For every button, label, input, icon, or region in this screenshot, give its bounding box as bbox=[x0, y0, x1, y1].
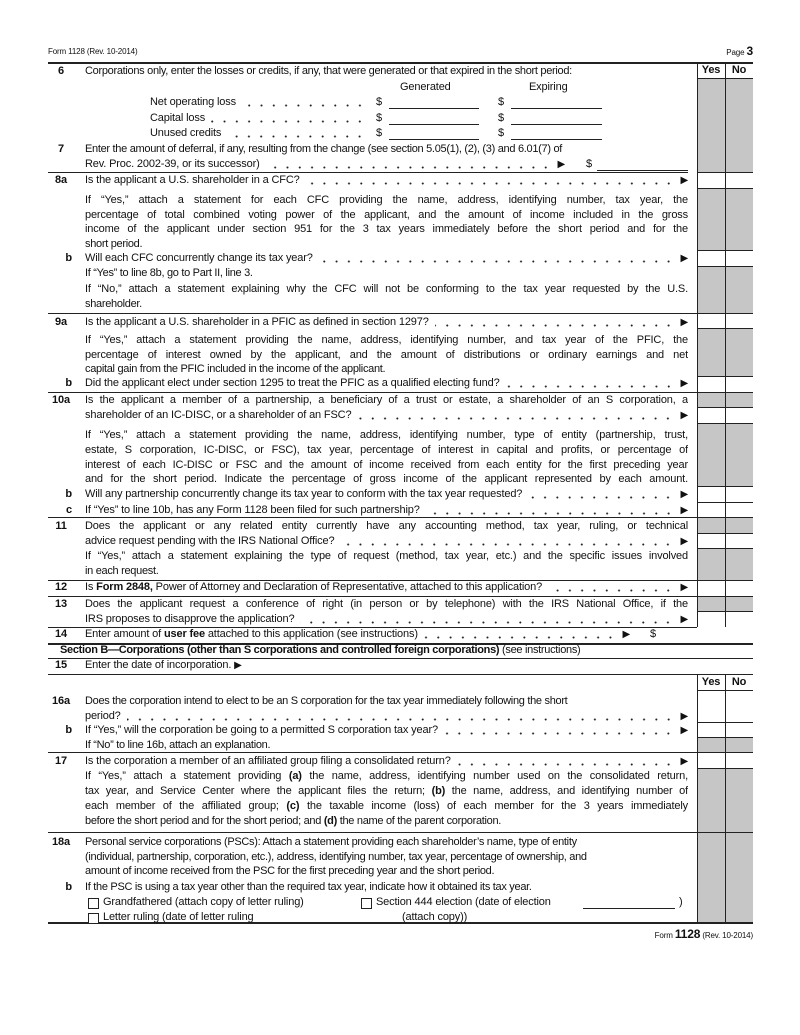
line-text: income of the applicant under section 951 for the 3 tax years immediately before the short period and for the bbox=[85, 223, 688, 235]
question-line bbox=[85, 754, 688, 769]
answer-yes-cell[interactable] bbox=[697, 533, 725, 548]
question-line bbox=[85, 315, 688, 330]
line-number: 17 bbox=[55, 755, 67, 767]
dot-leader bbox=[357, 412, 674, 420]
line-text: If “Yes,” attach a statement explaining the type of request (method, tax year, etc.) and the specific issues involved bbox=[85, 550, 688, 562]
divider bbox=[48, 832, 697, 833]
row-label: Capital loss bbox=[150, 111, 206, 124]
arrow-icon: ▶ bbox=[680, 614, 688, 625]
arrow-icon: ▶ bbox=[680, 505, 688, 516]
question-line bbox=[85, 251, 688, 266]
line-text: percentage of interest owned by the applicant, and the amount of distributions or ordinary earnings and net bbox=[85, 349, 688, 361]
line-number: 18a bbox=[52, 836, 70, 848]
shaded-cell bbox=[697, 328, 725, 376]
answer-yes-cell[interactable] bbox=[697, 611, 725, 627]
line-text: in each request. bbox=[85, 565, 159, 577]
page-number-value: 3 bbox=[746, 44, 753, 58]
shaded-cell bbox=[725, 548, 753, 580]
line-text: If “No,” attach a statement explaining why the CFC will not be conforming to the tax year requested by the U.S. bbox=[85, 283, 688, 295]
divider bbox=[48, 674, 753, 675]
close-paren: ) bbox=[679, 896, 683, 908]
grandfathered-checkbox[interactable] bbox=[88, 898, 99, 909]
arrow-icon: ▶ bbox=[680, 410, 688, 421]
line-text: Did the applicant elect under section 1295 to treat the PFIC as a qualified electing fund? bbox=[85, 377, 500, 389]
answer-no-cell[interactable] bbox=[725, 722, 753, 737]
text-line bbox=[85, 443, 688, 458]
answer-no-cell[interactable] bbox=[725, 533, 753, 548]
shaded-cell bbox=[725, 188, 753, 250]
dollar-sign: $ bbox=[376, 96, 382, 108]
line-text: If “Yes,” attach a statement providing the name, address, identifying number, and tax year of the PFIC, the bbox=[85, 334, 688, 346]
arrow-icon: ▶ bbox=[680, 725, 688, 736]
answer-no-cell[interactable] bbox=[725, 172, 753, 188]
answer-no-cell[interactable] bbox=[725, 250, 753, 266]
arrow-icon: ▶ bbox=[680, 711, 688, 722]
shaded-cell bbox=[697, 188, 725, 250]
no-column-header: No bbox=[731, 64, 747, 76]
question-line bbox=[85, 503, 688, 518]
answer-no-cell[interactable] bbox=[725, 486, 753, 502]
shaded-cell bbox=[725, 78, 753, 172]
shaded-cell bbox=[697, 596, 725, 611]
footer-form-label: Form 1128 (Rev. 10-2014) bbox=[654, 927, 753, 941]
answer-yes-cell[interactable] bbox=[697, 580, 725, 596]
line-text: If “Yes,” attach a statement providing (a) the name, address, identifying number used on the consolidated return, bbox=[85, 770, 688, 782]
line-text: Corporations only, enter the losses or credits, if any, that were generated or that expired in the short period: bbox=[85, 65, 572, 77]
answer-no-cell[interactable] bbox=[725, 690, 753, 722]
dot-leader bbox=[457, 758, 675, 766]
question-line bbox=[85, 173, 688, 188]
question-line bbox=[85, 723, 688, 738]
expiring-header: Expiring bbox=[529, 81, 568, 93]
line-text: before the short period and for the short period; and (d) the name of the parent corporation. bbox=[85, 815, 502, 827]
line-7-continued bbox=[85, 157, 565, 172]
shaded-cell bbox=[725, 832, 753, 922]
dollar-sign: $ bbox=[376, 111, 382, 124]
answer-no-cell[interactable] bbox=[725, 752, 753, 768]
line-text: Enter the amount of deferral, if any, resulting from the change (see section 5.05(1), (2), (3) and 6.01(7) of bbox=[85, 143, 563, 155]
text-line bbox=[85, 835, 688, 850]
dot-leader bbox=[300, 616, 674, 624]
column-divider bbox=[725, 62, 726, 627]
line-text: If “Yes” to line 8b, go to Part II, line 3. bbox=[85, 267, 253, 279]
text-line bbox=[85, 237, 688, 252]
shaded-cell bbox=[725, 392, 753, 407]
text-line bbox=[85, 297, 688, 312]
line-text: Does the applicant or any related entity currently have any accounting method, tax year, ruling, or technical bbox=[85, 520, 688, 532]
arrow-icon: ▶ bbox=[234, 660, 242, 671]
line-text: interest of each IC-DISC or FSC and the amount of income received from each entity for the first preceding year bbox=[85, 459, 688, 471]
line-number: 15 bbox=[55, 659, 67, 671]
arrow-icon: ▶ bbox=[680, 536, 688, 547]
dot-leader bbox=[306, 177, 675, 185]
question-line bbox=[85, 580, 688, 595]
answer-no-cell[interactable] bbox=[725, 376, 753, 392]
dot-leader bbox=[227, 130, 366, 138]
text-line bbox=[85, 519, 688, 534]
line-text: advice request pending with the IRS National Office? bbox=[85, 535, 335, 547]
loss-row-label bbox=[150, 111, 372, 126]
arrow-icon: ▶ bbox=[622, 629, 630, 640]
text-line bbox=[85, 472, 688, 487]
text-line bbox=[85, 880, 688, 895]
shaded-cell bbox=[697, 548, 725, 580]
line-text: short period. bbox=[85, 238, 143, 250]
dot-leader bbox=[435, 319, 675, 327]
shaded-cell bbox=[725, 596, 753, 611]
line-text: (individual, partnership, corporation, etc.), address, identifying number, tax year, percentage of ownership, and bbox=[85, 851, 587, 863]
text-line bbox=[85, 348, 688, 363]
shaded-cell bbox=[725, 266, 753, 313]
shaded-cell bbox=[697, 78, 725, 172]
answer-yes-cell[interactable] bbox=[697, 502, 725, 517]
dot-leader bbox=[424, 631, 617, 639]
text-line bbox=[85, 597, 688, 612]
line-text: Is the applicant a U.S. shareholder in a PFIC as defined in section 1297? bbox=[85, 316, 429, 328]
row-label: Net operating loss bbox=[150, 96, 236, 108]
line-14-text: Enter amount of user fee attached to this application (see instructions) bbox=[85, 628, 418, 640]
dot-leader bbox=[127, 713, 675, 721]
answer-yes-cell[interactable] bbox=[697, 486, 725, 502]
text-line bbox=[85, 428, 688, 443]
generated-header: Generated bbox=[400, 81, 451, 93]
divider bbox=[48, 313, 697, 314]
arrow-icon: ▶ bbox=[680, 756, 688, 767]
section-444-date-field[interactable] bbox=[583, 896, 675, 909]
line-text: Will each CFC concurrently change its tax year? bbox=[85, 252, 313, 264]
column-divider bbox=[725, 674, 726, 922]
line-text: Will any partnership concurrently change its tax year to conform with the tax year requested? bbox=[85, 488, 523, 500]
dot-leader bbox=[319, 255, 675, 263]
section-444-checkbox[interactable] bbox=[361, 898, 372, 909]
line-text: amount of income received from the PSC for the first preceding year and the short period. bbox=[85, 865, 495, 877]
line-text: Is the corporation a member of an affiliated group filing a consolidated return? bbox=[85, 755, 451, 767]
text-line bbox=[85, 362, 688, 377]
line-number: b bbox=[65, 724, 72, 736]
answer-yes-cell[interactable] bbox=[697, 172, 725, 188]
text-line bbox=[85, 769, 688, 784]
line-number: 14 bbox=[55, 628, 67, 640]
form-revision-label: Form 1128 (Rev. 10-2014) bbox=[48, 47, 138, 56]
text-line bbox=[85, 393, 688, 408]
answer-no-cell[interactable] bbox=[725, 611, 753, 627]
text-line bbox=[85, 208, 688, 223]
answer-yes-cell[interactable] bbox=[697, 313, 725, 328]
line-number: 7 bbox=[58, 143, 64, 155]
text-line bbox=[85, 850, 688, 865]
grandfathered-label: Grandfathered (attach copy of letter ruling) bbox=[103, 896, 304, 908]
text-line bbox=[85, 333, 688, 348]
shaded-cell bbox=[697, 517, 725, 533]
divider bbox=[697, 690, 753, 691]
column-divider bbox=[697, 62, 698, 627]
line-text: capital gain from the PFIC included in the income of the applicant. bbox=[85, 363, 386, 375]
answer-no-cell[interactable] bbox=[725, 580, 753, 596]
shaded-cell bbox=[725, 328, 753, 376]
shaded-cell bbox=[725, 768, 753, 832]
text-line bbox=[85, 266, 688, 281]
arrow-icon: ▶ bbox=[680, 489, 688, 500]
page-label: Page bbox=[726, 48, 745, 57]
section-b-heading: Section B—Corporations (other than S corporations and controlled foreign corporations) (see instructions) bbox=[60, 644, 581, 656]
no-column-header-2: No bbox=[731, 676, 747, 688]
line-number: 12 bbox=[55, 581, 67, 593]
generated-amount-field[interactable] bbox=[389, 127, 479, 140]
shaded-cell bbox=[697, 392, 725, 407]
dollar-sign: $ bbox=[376, 127, 382, 139]
line-number: 16a bbox=[52, 695, 70, 707]
line-text: tax year, and Service Center where the applicant files the return; (b) the name, address, and identifying number of bbox=[85, 785, 688, 797]
line-15: Enter the date of incorporation. ▶ bbox=[85, 659, 242, 671]
line-text: shareholder. bbox=[85, 298, 142, 310]
column-divider bbox=[697, 674, 698, 922]
shaded-cell bbox=[697, 832, 725, 922]
answer-yes-cell[interactable] bbox=[697, 250, 725, 266]
line-number: 10a bbox=[52, 394, 70, 406]
question-line bbox=[85, 709, 688, 724]
line-7-text: Rev. Proc. 2002-39, or its successor) bbox=[85, 158, 260, 170]
line-number: 9a bbox=[55, 316, 67, 328]
line-text: Personal service corporations (PSCs): Attach a statement providing each shareholder’s name, type of entity bbox=[85, 836, 577, 848]
deferral-amount-field[interactable] bbox=[597, 158, 688, 171]
line-text: Is the applicant a U.S. shareholder in a CFC? bbox=[85, 174, 300, 186]
line-number: b bbox=[65, 252, 72, 264]
line-text: Does the applicant request a conference of right (in person or by telephone) with the IRS National Office, if the bbox=[85, 598, 688, 610]
line-text: Does the corporation intend to elect to be an S corporation for the tax year immediately following the short bbox=[85, 695, 568, 707]
dot-leader bbox=[548, 584, 674, 592]
dollar-sign: $ bbox=[498, 96, 504, 108]
loss-row-label bbox=[150, 95, 372, 110]
arrow-icon: ▶ bbox=[680, 175, 688, 186]
text-line bbox=[85, 694, 688, 709]
shaded-cell bbox=[697, 768, 725, 832]
arrow-icon: ▶ bbox=[680, 582, 688, 593]
answer-yes-cell[interactable] bbox=[697, 407, 725, 423]
shaded-cell bbox=[725, 423, 753, 486]
dot-leader bbox=[340, 538, 674, 546]
question-line bbox=[85, 534, 688, 549]
line-text: percentage of total combined voting power of the applicant, and the amount of income included in the gross bbox=[85, 209, 688, 221]
incorporation-date-field[interactable] bbox=[260, 658, 685, 670]
line-text: each member of the affiliated group; (c) the taxable income (loss) of each member for the 3 years immediately bbox=[85, 800, 688, 812]
line-text: If the PSC is using a tax year other than the required tax year, indicate how it obtained its tax year. bbox=[85, 881, 532, 893]
line-text: period? bbox=[85, 710, 121, 722]
shaded-cell bbox=[697, 423, 725, 486]
answer-no-cell[interactable] bbox=[725, 313, 753, 328]
dollar-sign: $ bbox=[498, 111, 504, 124]
answer-yes-cell[interactable] bbox=[697, 376, 725, 392]
arrow-icon: ▶ bbox=[557, 159, 565, 170]
line-number: 6 bbox=[58, 65, 64, 77]
dot-leader bbox=[211, 115, 366, 123]
text-line bbox=[85, 738, 688, 753]
dollar-sign: $ bbox=[586, 158, 592, 170]
line-text: Is Form 2848, Power of Attorney and Declaration of Representative, attached to this application? bbox=[85, 581, 543, 593]
text-line bbox=[85, 142, 688, 157]
text-line bbox=[85, 799, 688, 814]
expiring-amount-field[interactable] bbox=[511, 112, 602, 125]
dot-leader bbox=[242, 99, 366, 107]
line-number: b bbox=[65, 377, 72, 389]
dot-leader bbox=[266, 161, 552, 169]
question-line bbox=[85, 408, 688, 423]
text-line bbox=[85, 564, 688, 579]
line-text: and for the short period. Indicate the percentage of gross income of the applicant represented by each amount. bbox=[85, 473, 688, 485]
loss-row-label bbox=[150, 126, 372, 141]
text-line bbox=[85, 193, 688, 208]
line-number: 11 bbox=[55, 520, 67, 532]
shaded-cell bbox=[725, 737, 753, 752]
answer-no-cell[interactable] bbox=[725, 502, 753, 517]
line-text: IRS proposes to disapprove the application? bbox=[85, 613, 295, 625]
arrow-icon: ▶ bbox=[680, 317, 688, 328]
answer-no-cell[interactable] bbox=[725, 407, 753, 423]
text-line bbox=[85, 458, 688, 473]
yes-column-header: Yes bbox=[701, 64, 721, 76]
text-line bbox=[85, 222, 688, 237]
dollar-sign: $ bbox=[498, 127, 504, 139]
line-text: If “Yes,” attach a statement providing the name, address, identifying number, type of entity (partnership, trust, bbox=[85, 429, 688, 441]
dot-leader bbox=[506, 380, 675, 388]
line-number: b bbox=[65, 881, 72, 893]
text-line bbox=[85, 814, 688, 829]
row-label: Unused credits bbox=[150, 127, 222, 139]
line-text: If “No” to line 16b, attach an explanation. bbox=[85, 739, 271, 751]
generated-amount-field[interactable] bbox=[389, 96, 479, 109]
line-text: If “Yes” to line 10b, has any Form 1128 been filed for such partnership? bbox=[85, 504, 420, 516]
shaded-cell bbox=[725, 517, 753, 533]
arrow-icon: ▶ bbox=[680, 253, 688, 264]
line-text: If “Yes,” attach a statement for each CFC providing the name, address, identifying number, tax year, the bbox=[85, 194, 688, 206]
section-444-label: Section 444 election (date of election bbox=[376, 896, 551, 908]
line-text: estate, S corporation, IC-DISC, or FSC), tax year, percentage of interest in capital and profits, or percentage of bbox=[85, 444, 688, 456]
question-line bbox=[85, 487, 688, 502]
attach-copy-note: (attach copy)) bbox=[402, 911, 468, 923]
line-text: If “Yes,” will the corporation be going to a permitted S corporation tax year? bbox=[85, 724, 438, 736]
question-line bbox=[85, 612, 688, 627]
shaded-cell bbox=[697, 737, 725, 752]
expiring-amount-field[interactable] bbox=[511, 96, 602, 109]
line-number: 13 bbox=[55, 598, 67, 610]
text-line bbox=[85, 64, 688, 79]
text-line bbox=[85, 282, 688, 297]
arrow-icon: ▶ bbox=[680, 378, 688, 389]
line-text: Is the applicant a member of a partnership, a beneficiary of a trust or estate, a shareholder of an S corporation, a bbox=[85, 394, 688, 406]
text-line bbox=[85, 784, 688, 799]
line-number: 8a bbox=[55, 174, 67, 186]
line-number: b bbox=[65, 488, 72, 500]
shaded-cell bbox=[697, 266, 725, 313]
letter-ruling-label: Letter ruling (date of letter ruling bbox=[103, 911, 254, 923]
answer-yes-cell[interactable] bbox=[697, 722, 725, 737]
text-line bbox=[85, 549, 688, 564]
question-line bbox=[85, 376, 688, 391]
dot-leader bbox=[444, 727, 675, 735]
letter-ruling-checkbox[interactable] bbox=[88, 913, 99, 924]
text-line bbox=[85, 864, 688, 879]
yes-column-header-2: Yes bbox=[701, 676, 721, 688]
dollar-sign: $ bbox=[650, 628, 656, 640]
expiring-amount-field[interactable] bbox=[511, 127, 602, 140]
answer-yes-cell[interactable] bbox=[697, 690, 725, 722]
dot-leader bbox=[528, 491, 674, 499]
dot-leader bbox=[426, 507, 675, 515]
answer-yes-cell[interactable] bbox=[697, 752, 725, 768]
line-14 bbox=[85, 627, 630, 642]
line-number: c bbox=[66, 504, 72, 516]
generated-amount-field[interactable] bbox=[389, 112, 479, 125]
page-number bbox=[726, 44, 753, 58]
line-text: shareholder of an IC-DISC, or a shareholder of an FSC? bbox=[85, 409, 352, 421]
